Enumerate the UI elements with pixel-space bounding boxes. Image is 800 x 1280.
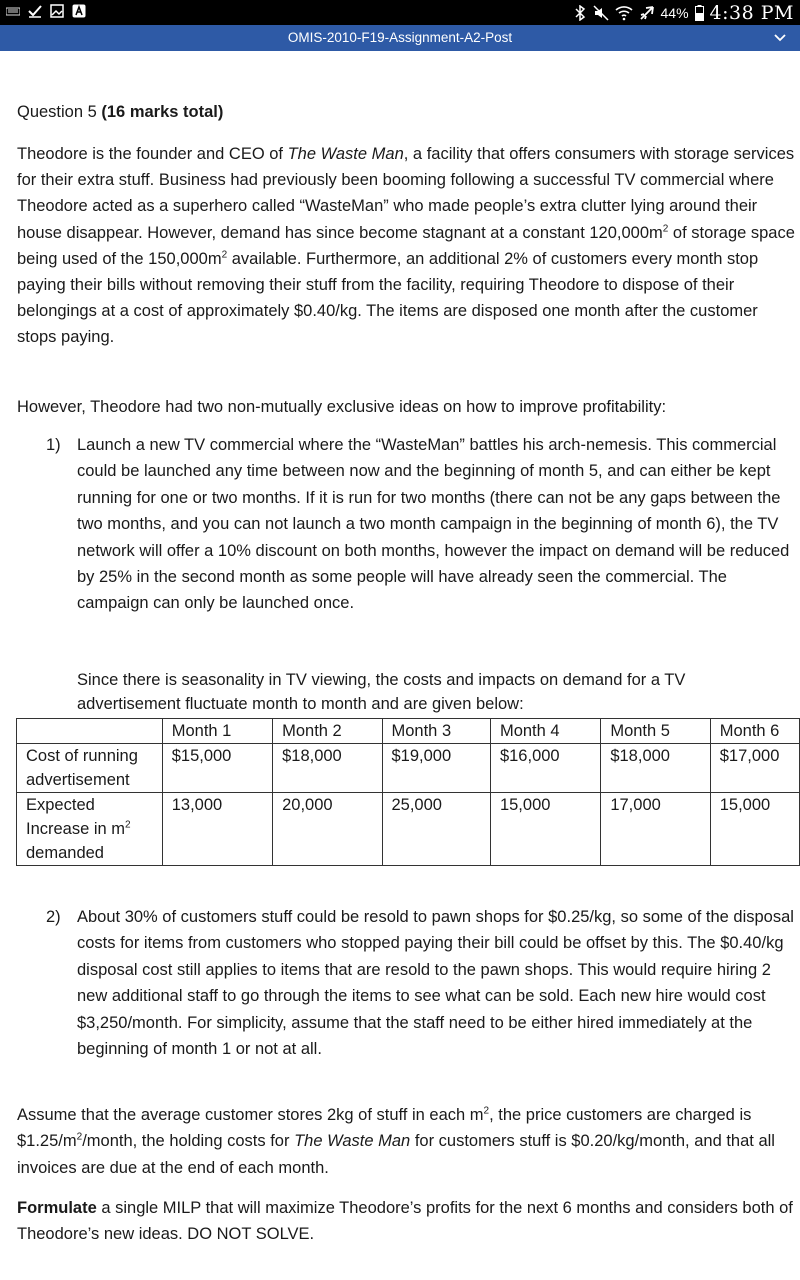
table-cell: 20,000: [273, 793, 382, 866]
keyboard-icon: [6, 4, 20, 18]
question-label: Question 5: [17, 103, 102, 121]
table-row: [17, 793, 800, 866]
table-cell: $19,000: [382, 744, 490, 793]
chevron-down-icon[interactable]: [772, 30, 788, 46]
app-icon: [72, 4, 86, 18]
idea-1-number: 1): [46, 436, 61, 454]
table-row: [17, 744, 800, 793]
question-marks: (16 marks total): [101, 103, 224, 121]
table-cell: $15,000: [162, 744, 272, 793]
ideas-intro: However, Theodore had two non-mutually exclusive ideas on how to improve profitability:: [17, 398, 667, 416]
idea-1: [46, 432, 794, 617]
row-label-cost: Cost of running advertisement: [17, 744, 163, 793]
table-cell: $17,000: [710, 744, 799, 793]
table-cell: 17,000: [601, 793, 710, 866]
idea-2: [46, 904, 794, 1062]
wifi-icon: [615, 5, 633, 21]
seasonality-note: Since there is seasonality in TV viewing, the costs and impacts on demand for a TV advertisement fluctuate month to month and are given below:: [77, 671, 686, 713]
table-cell: $18,000: [273, 744, 382, 793]
table-cell: $18,000: [601, 744, 710, 793]
table-header: Month 1: [162, 719, 272, 744]
task-paragraph: Formulate a single MILP that will maximize Theodore’s profits for the next 6 months and considers both of Theodore’s new ideas. DO NOT SOLVE.: [17, 1199, 793, 1244]
table-cell: 25,000: [382, 793, 490, 866]
table-header: Month 5: [601, 719, 710, 744]
document-title: OMIS-2010-F19-Assignment-A2-Post: [287, 30, 513, 45]
table-cell: 15,000: [710, 793, 799, 866]
check-icon: [28, 4, 42, 18]
mute-icon: [593, 5, 609, 21]
table-header: Month 2: [273, 719, 382, 744]
image-icon: [50, 4, 64, 18]
table-cell: 15,000: [490, 793, 600, 866]
status-icons-right: [573, 0, 794, 25]
clock: 4:38 PM: [709, 1, 794, 24]
assumptions-paragraph: Assume that the average customer stores 2kg of stuff in each $m^2$, the price customers are charged is $\$1.25/m^2$/month, the holding costs for The Waste Man for customers stuff is $0.20/kg/month, and that all invoices are due at the end of each month.: [17, 1105, 775, 1177]
table-cell: $16,000: [490, 744, 600, 793]
status-bar: [0, 0, 800, 25]
bluetooth-icon: [573, 5, 587, 21]
table-header: Month 6: [710, 719, 799, 744]
row-label-demand: Expected Increase in $m^2$ demanded: [17, 793, 163, 866]
battery-percent: 44%: [660, 4, 689, 21]
idea-1-text: Launch a new TV commercial where the “WasteMan” battles his arch-nemesis. This commercial could be launched any time between now and the beginning of month 5, and can either be kept running for one or two months. If it is run for two months (there can not be any gaps between the two months, and you can not launch a two month campaign in the beginning of month 6), the TV network will offer a 10% discount on both months, however the impact on demand will be reduced by 25% in the second month as some people will have already seen the commercial. The campaign can only be launched once.: [77, 436, 790, 613]
company-name: The Waste Man: [287, 145, 404, 163]
table-header-row: [17, 719, 800, 744]
intro-paragraph: Theodore is the founder and CEO of The Waste Man, a facility that offers consumers with storage services for their extra stuff. Business had previously been booming following a successful TV commercial where Theodore acted as a superhero called “WasteMan” who made people’s extra clutter lying around their house disappear. However, demand has since become stagnant at a constant $120,000m^2$ of storage space being used of the $150,000m^2$ available. Furthermore, an additional 2% of customers every month stop paying their bills without removing their stuff from the facility, requiring Theodore to dispose of their belongings at a cost of approximately $0.40/kg. The items are disposed one month after the customer stops paying.: [17, 145, 795, 347]
question-heading: [17, 103, 223, 122]
table-header: Month 3: [382, 719, 490, 744]
advertisement-table: [16, 718, 800, 866]
document-title-bar[interactable]: [0, 25, 800, 51]
battery-icon: [695, 5, 704, 21]
idea-2-text: About 30% of customers stuff could be resold to pawn shops for $0.25/kg, so some of the disposal costs for items from customers who stopped paying their bill could be offset by this. The $0.40/kg disposal cost still applies to items that are resold to the pawn shops. This would require hiring 2 new additional staff to go through the items to see what can be sold. Each new hire would cost $3,250/month. For simplicity, assume that the staff need to be either hired immediately at the beginning of month 1 or not at all.: [77, 908, 794, 1059]
status-icons-left: [6, 4, 86, 18]
table-cell: 13,000: [162, 793, 272, 866]
airplane-icon: [639, 5, 655, 21]
table-corner-cell: [17, 719, 163, 744]
table-header: Month 4: [490, 719, 600, 744]
idea-2-number: 2): [46, 908, 61, 926]
